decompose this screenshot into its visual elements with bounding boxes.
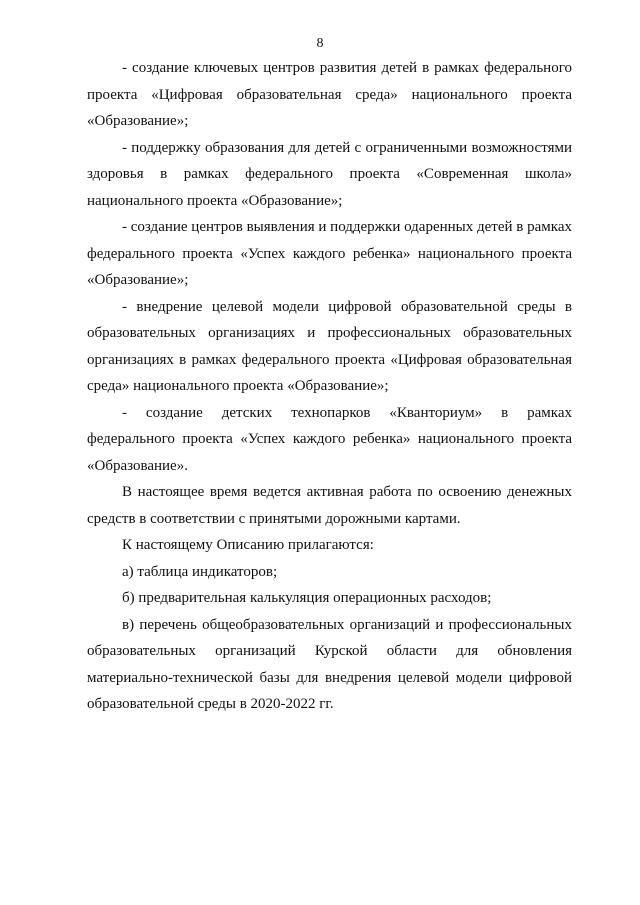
bullet-gifted-children-centers: - создание центров выявления и поддержки одаренных детей в рамках федерального проекта «Успех каждого ребенка» национального проекта «Образование»; (87, 219, 572, 288)
paragraph-current-work: В настоящее время ведется активная работа по освоению денежных средств в соответствии с принятыми дорожными картами. (87, 484, 572, 527)
attachment-item-c: в) перечень общеобразовательных организаций и профессиональных образовательных организаций Курской области для обновления материально-технической базы для внедрения целевой модели цифровой образовательной среды в 2020-2022 гг. (87, 616, 572, 712)
bullet-key-centers: - создание ключевых центров развития детей в рамках федерального проекта «Цифровая образовательная среда» национального проекта «Образование»; (87, 60, 572, 129)
attachment-item-a: а) таблица индикаторов; (122, 563, 278, 580)
attachment-item-b: б) предварительная калькуляция операционных расходов; (122, 590, 492, 606)
document-body (87, 55, 572, 718)
bullet-disabled-children-support: - поддержку образования для детей с ограниченными возможностями здоровья в рамках федерального проекта «Современная школа» национального проекта «Образование»; (87, 139, 572, 209)
bullet-kvantorium-technoparks: - создание детских технопарков «Кванториум» в рамках федерального проекта «Успех каждого ребенка» национального проекта «Образование». (87, 404, 572, 474)
bullet-digital-environment-model: - внедрение целевой модели цифровой образовательной среды в образовательных организациях и профессиональных образовательных организациях в рамках федерального проекта «Цифровая образовательная среда» национального проекта «Образование»; (87, 298, 572, 394)
page-number: 8 (316, 36, 324, 51)
paragraph-attachments-intro: К настоящему Описанию прилагаются: (122, 537, 374, 553)
